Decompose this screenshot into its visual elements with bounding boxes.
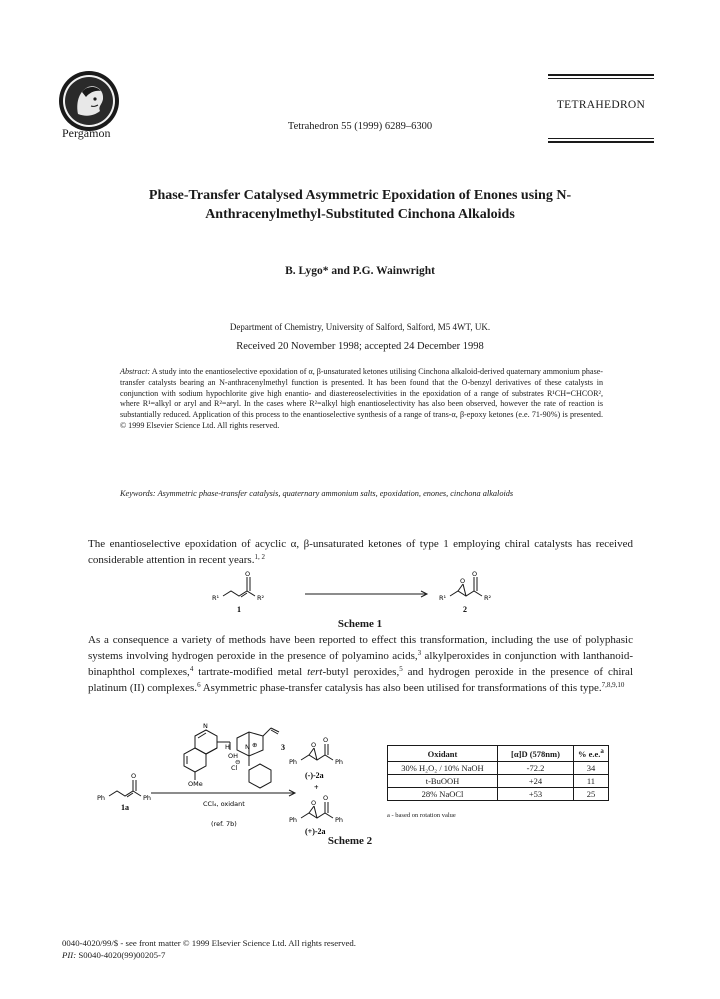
table-header-row — [388, 746, 609, 762]
substrate-1a-label: 1a — [121, 803, 129, 812]
catalyst-n-quinuclidine: N — [245, 743, 250, 751]
footer-pii-label: PII: — [62, 950, 77, 960]
product-plus-ph-right: Ph — [335, 816, 344, 824]
enone-1a-ph-right: Ph — [143, 794, 152, 802]
product-minus-ph-right: Ph — [335, 758, 344, 766]
scheme1-r2-left: R² — [257, 594, 265, 602]
intro-paragraph-1 — [88, 536, 633, 568]
scheme1-r1-left: R¹ — [212, 594, 220, 602]
footer-pii-line — [62, 949, 356, 961]
received-dates: Received 20 November 1998; accepted 24 December 1998 — [236, 341, 484, 352]
compound-1-label: 1 — [237, 605, 241, 614]
page-footer — [62, 937, 356, 961]
row-1-ee: 34 — [574, 762, 609, 775]
row-1-oxidant: 30% H₂O₂ / 10% NaOH — [388, 762, 498, 775]
author-affiliation: Department of Chemistry, University of Salford, Salford, M5 4WT, UK. — [229, 322, 491, 332]
compound-2-label: 2 — [463, 605, 467, 614]
header-ee-footnote-mark: a — [600, 746, 604, 755]
row-2-oxidant: t-BuOOH — [388, 775, 498, 788]
table-row — [388, 788, 609, 801]
table-row — [388, 775, 609, 788]
header-oxidant: Oxidant — [388, 746, 498, 762]
catalyst-oh: OH — [228, 752, 239, 760]
journal-citation: Tetrahedron 55 (1999) 6289–6300 — [287, 121, 433, 132]
scheme1-oxygen-1: O — [245, 570, 251, 578]
header-ee — [574, 746, 609, 762]
header-rule-bottom-2 — [548, 141, 654, 143]
scheme1-oxygen-2: O — [472, 570, 478, 578]
product-minus-ph-left: Ph — [289, 758, 298, 766]
product-minus-epoxide-o: O — [311, 741, 317, 749]
enone-1a-ph-left: Ph — [97, 794, 106, 802]
tert-italic: tert — [307, 666, 323, 678]
catalyst-cl: Cl — [231, 764, 238, 772]
catalyst-minus-charge: ⊖ — [235, 758, 241, 766]
keywords-label: Keywords: — [120, 489, 156, 498]
para2-text-c: tartrate-modified metal — [193, 666, 308, 678]
ref-7-10: 7,8,9,10 — [601, 681, 625, 689]
header-rule-bottom-1 — [548, 138, 654, 139]
row-1-rotation: -72.2 — [498, 762, 574, 775]
catalyst-h: H — [225, 743, 230, 751]
row-2-ee: 11 — [574, 775, 609, 788]
table-footnote: a - based on rotation value — [387, 812, 456, 819]
row-3-rotation: +53 — [498, 788, 574, 801]
scheme-2-diagram — [85, 718, 385, 836]
product-plus-ph-left: Ph — [289, 816, 298, 824]
header-ee-text: % e.e. — [578, 748, 601, 759]
oxidant-results-table — [387, 745, 609, 801]
scheme1-epoxide-oxygen: O — [460, 577, 466, 585]
ref-6: 6 — [197, 681, 201, 689]
para1-refs: 1, 2 — [254, 553, 265, 561]
product-plus-2a-label: (+)-2a — [305, 827, 326, 836]
scheme1-r2-right: R² — [484, 594, 492, 602]
footer-pii-value: S0040-4020(99)00205-7 — [76, 950, 166, 960]
enone-1a-chain — [109, 791, 141, 796]
quinoline-ring-a — [195, 730, 217, 754]
para2-text-a: As a consequence a variety of methods have been reported to effect this transformation, including the use of polyphasic systems involving hydrogen peroxide in the presence of polyamino acids, — [88, 634, 633, 662]
catalyst-ome: OMe — [188, 780, 203, 788]
row-2-rotation: +24 — [498, 775, 574, 788]
paper-authors: B. Lygo* and P.G. Wainwright — [285, 265, 435, 277]
enone-1-chain — [223, 591, 255, 596]
product-minus-oxygen: O — [323, 736, 329, 744]
product-plus-sign: + — [314, 783, 319, 792]
row-3-ee: 25 — [574, 788, 609, 801]
scheme1-r1-right: R¹ — [439, 594, 447, 602]
scheme2-conditions: CCl₄, oxidant — [203, 800, 245, 808]
para2-text-e: and hydrogen peroxide in the presence of chiral platinum (II) complexes. — [88, 666, 633, 694]
abstract-label: Abstract: — [120, 367, 151, 376]
abstract-text: A study into the enantioselective epoxidation of α, β-unsaturated ketones utilising Cinchona alkaloid-derived quaternary ammonium phase-transfer catalysts bearing an N-anthracenylmethyl function is presented. It has been found that the O-benzyl derivatives of these catalysts in conjunction with sodium hypochlorite give high enantio- and diastereoselectivities in the epoxidation of a range of substrates R¹CH=CHCOR², where R¹=alkyl or aryl and R²=aryl. In the cases where R²=alkyl high enantioselectivity has also been observed, however the rate of reaction is substantially reduced. Application of this process to the enantioselective synthesis of a range of trans-α, β-epoxy ketones (e.e. 71-90%) is presented. © 1999 Elsevier Science Ltd. All rights reserved. — [120, 367, 604, 430]
abstract — [120, 367, 603, 432]
para2-text-f: Asymmetric phase-transfer catalysis has also been utilised for transformations of this type. — [200, 682, 602, 694]
keywords-text: Asymmetric phase-transfer catalysis, quaternary ammonium salts, epoxidation, enones, cinchona alkaloids — [157, 489, 514, 498]
keywords — [120, 489, 603, 498]
table-row — [388, 762, 609, 775]
ref-3: 3 — [417, 649, 422, 657]
scheme-1-label: Scheme 1 — [337, 618, 383, 630]
product-plus-epoxide-o: O — [311, 799, 317, 807]
row-3-oxidant: 28% NaOCl — [388, 788, 498, 801]
catalyst-n-quinoline: N — [203, 722, 208, 730]
para1-text: The enantioselective epoxidation of acyclic α, β-unsaturated ketones of type 1 employing chiral catalysts has received considerable attention in recent years. — [88, 538, 633, 566]
paper-title: Phase-Transfer Catalysed Asymmetric Epoxidation of Enones using N-Anthracenylmethyl-Substituted Cinchona Alkaloids — [148, 188, 572, 222]
scheme-2-label: Scheme 2 — [327, 835, 373, 847]
scheme-1-diagram — [205, 568, 525, 618]
intro-paragraph-2 — [88, 632, 633, 696]
ref-5: 5 — [399, 665, 403, 673]
quinuclidine-ring — [237, 732, 263, 756]
enone-1a-oxygen: O — [131, 772, 137, 780]
header-rule-top-1 — [548, 74, 654, 76]
benzyl-ring — [249, 764, 271, 788]
para2-text-d: -butyl peroxides, — [322, 666, 400, 678]
catalyst-number: 3 — [281, 743, 285, 752]
catalyst-plus-charge: ⊕ — [252, 741, 258, 749]
publisher-name: Pergamon — [62, 126, 111, 140]
product-plus-oxygen: O — [323, 794, 329, 802]
para2-text-b: alkylperoxides in conjunction with lanthanoid-binaphthol complexes, — [88, 650, 633, 678]
ref-4: 4 — [189, 665, 194, 673]
footer-copyright: 0040-4020/99/$ - see front matter © 1999 Elsevier Science Ltd. All rights reserved. — [62, 938, 356, 948]
product-minus-2a-label: (-)-2a — [305, 771, 324, 780]
scheme2-reference: (ref. 7b) — [211, 820, 237, 828]
journal-name: TETRAHEDRON — [556, 99, 646, 111]
header-rule-top-2 — [548, 78, 654, 79]
header-rotation: [α]D (578nm) — [498, 746, 574, 762]
